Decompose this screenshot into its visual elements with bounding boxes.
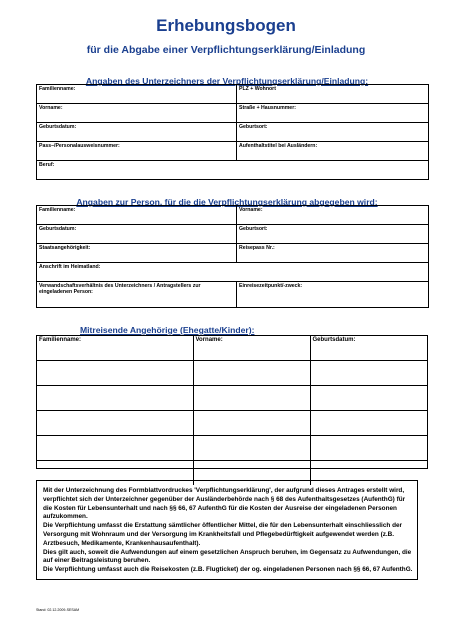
companion-firstname-cell[interactable]: [193, 361, 310, 386]
page-subtitle: für die Abgabe einer Verpflichtungserklärung/Einladung: [86, 44, 366, 56]
field-label: Familienname:: [39, 86, 76, 92]
note-paragraph-3: Dies gilt auch, soweit die Aufwendungen auf einem gesetzlichen Anspruch beruhen, im Gegensatz zu Aufwendungen, die auf einer Beitragsleistung beruhen.: [43, 548, 412, 565]
signer-birthplace-field[interactable]: [237, 123, 429, 142]
field-label: Aufenthaltstitel bei Ausländern:: [239, 143, 318, 149]
guest-firstname-field[interactable]: [237, 206, 429, 225]
companion-row: [37, 411, 427, 436]
guest-form: [36, 205, 429, 308]
companion-birthdate-cell[interactable]: [310, 411, 427, 436]
signer-firstname-field[interactable]: [37, 104, 237, 123]
field-label: Pass–/Personalausweisnummer:: [39, 143, 120, 149]
signer-occupation-field[interactable]: [37, 161, 429, 180]
signer-lastname-field[interactable]: [37, 85, 237, 104]
guest-lastname-field[interactable]: [37, 206, 237, 225]
field-label: Vorname:: [39, 105, 63, 111]
companion-row: [37, 361, 427, 386]
signer-plz-wohnort-field[interactable]: [237, 85, 429, 104]
field-label: Geburtsdatum:: [39, 226, 77, 232]
legal-note: [36, 480, 418, 580]
note-paragraph-1: Mit der Unterzeichnung des Formblattvordruckes 'Verpflichtungserklärung', der aufgrund dieses Antrages erstellt wird, verpflichtet sich der Unterzeichner gegenüber der Ausländerbehörde nach § 68 des Aufenthaltsgesetzes (AufenthG) für die Kosten für Lebensunterhalt und nach §§ 66, 67 AufenthG für die Kosten der Ausreise der eingeladenen Personen aufzukommen.: [43, 487, 406, 521]
field-label: PLZ + Wohnort: [239, 86, 276, 92]
signer-residence-permit-field[interactable]: [237, 142, 429, 161]
signer-passport-field[interactable]: [37, 142, 237, 161]
companion-lastname-cell[interactable]: [37, 436, 193, 461]
field-label: Vorname:: [239, 207, 263, 213]
companion-row: [37, 386, 427, 411]
companions-col-birthdate: Geburtsdatum:: [310, 336, 427, 361]
signer-birthdate-field[interactable]: [37, 123, 237, 142]
field-label: Reisepass Nr.:: [239, 245, 275, 251]
companion-lastname-cell[interactable]: [37, 361, 193, 386]
companion-firstname-cell[interactable]: [193, 411, 310, 436]
section1-heading: Angaben des Unterzeichners der Verpflichtungserklärung/Einladung:: [85, 76, 369, 86]
companion-birthdate-cell[interactable]: [310, 361, 427, 386]
field-label: Straße + Hausnummer:: [239, 105, 296, 111]
companion-birthdate-cell[interactable]: [310, 436, 427, 461]
footer-stand: Stand: 02.12.2009-SESAM: [36, 608, 80, 612]
field-label: Einreisezeitpunkt/-zweck:: [239, 283, 303, 289]
companion-lastname-cell[interactable]: [37, 386, 193, 411]
guest-entry-date-purpose-field[interactable]: [237, 282, 429, 308]
guest-birthdate-field[interactable]: [37, 225, 237, 244]
page-title: Erhebungsbogen: [156, 16, 296, 35]
guest-home-address-field[interactable]: [37, 263, 429, 282]
field-label: Anschrift im Heimatland:: [39, 264, 101, 270]
field-label: Geburtsdatum:: [39, 124, 77, 130]
companions-col-lastname: Familienname:: [37, 336, 193, 361]
signer-street-field[interactable]: [237, 104, 429, 123]
section2-heading: Angaben zur Person, für die die Verpflichtungserklärung abgegeben wird:: [76, 197, 378, 207]
companion-row: [37, 436, 427, 461]
field-label: Verwandschaftsverhältnis des Unterzeichners / Antragstellers zur eingeladenen Person:: [39, 283, 201, 296]
signer-form: [36, 84, 429, 180]
field-label: Staatsangehörigkeit:: [39, 245, 91, 251]
field-label: Beruf:: [39, 162, 55, 168]
companion-lastname-cell[interactable]: [37, 411, 193, 436]
guest-nationality-field[interactable]: [37, 244, 237, 263]
guest-relationship-field[interactable]: [37, 282, 237, 308]
companions-col-firstname: Vorname:: [193, 336, 310, 361]
note-paragraph-2: Die Verpflichtung umfasst die Erstattung sämtlicher öffentlicher Mittel, die für den Lebensunterhalt einschliesslich der Versorgung mit Wohnraum und der Versorgung im Krankheitsfall und Pflegebedürftigkeit aufgewendet werden (z.B. Arztbesuch, Medikamente, Krankenhausaufenthalt).: [43, 522, 403, 547]
companion-birthdate-cell[interactable]: [310, 386, 427, 411]
guest-passport-field[interactable]: [237, 244, 429, 263]
companions-table: [36, 335, 428, 469]
field-label: Familienname:: [39, 207, 76, 213]
note-paragraph-4: Die Verpflichtung umfasst auch die Reisekosten (z.B. Flugticket) der og. eingeladenen Personen nach §§ 66, 67 AufenthG.: [43, 566, 413, 574]
guest-birthplace-field[interactable]: [237, 225, 429, 244]
field-label: Geburtsort:: [239, 124, 268, 130]
companion-firstname-cell[interactable]: [193, 436, 310, 461]
companion-firstname-cell[interactable]: [193, 386, 310, 411]
section3-heading: Mitreisende Angehörige (Ehegatte/Kinder):: [80, 325, 255, 335]
field-label: Geburtsort:: [239, 226, 268, 232]
